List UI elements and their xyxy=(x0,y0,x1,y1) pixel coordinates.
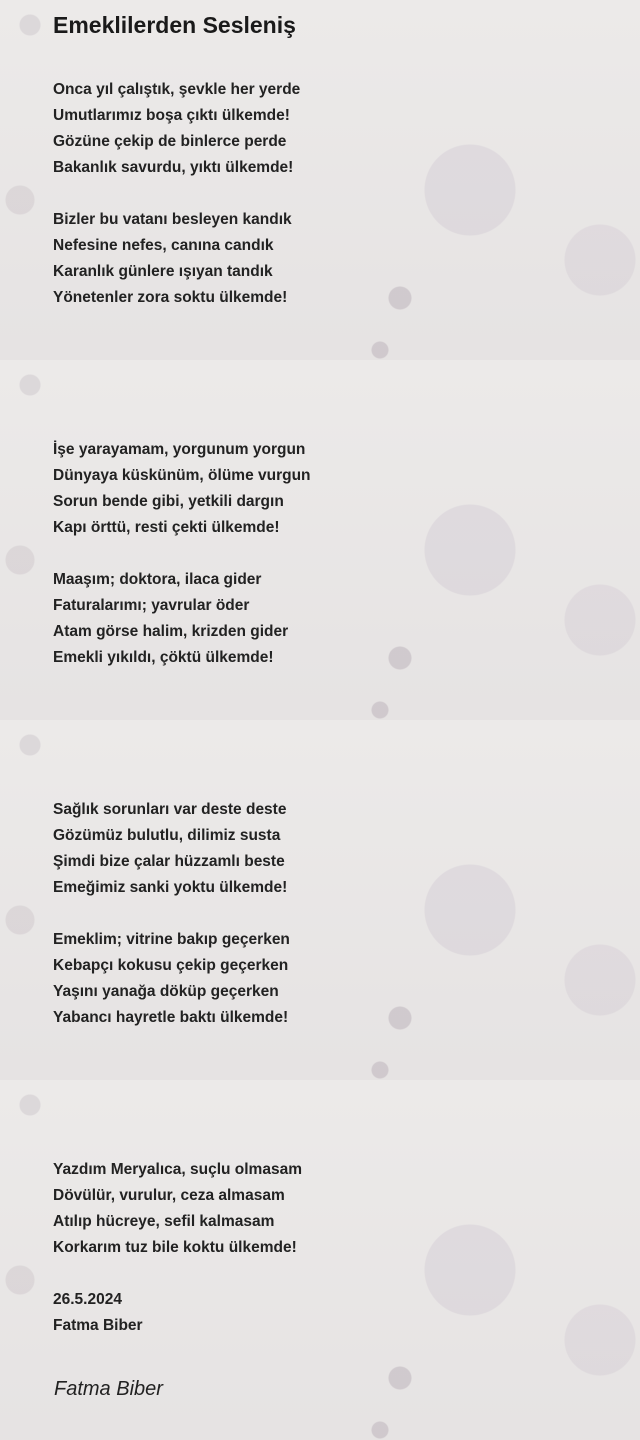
poem-line: Dövülür, vurulur, ceza almasam xyxy=(53,1187,285,1204)
poem-line: Yabancı hayretle baktı ülkemde! xyxy=(53,1009,289,1026)
poem-line: Karanlık günlere ışıyan tandık xyxy=(53,263,273,280)
poem-line: Umutlarımız boşa çıktı ülkemde! xyxy=(53,107,290,124)
poem-footer xyxy=(53,1287,143,1339)
stanza-3 xyxy=(53,437,311,541)
poem-line: Onca yıl çalıştık, şevkle her yerde xyxy=(53,81,301,98)
poem-line: Kapı örttü, resti çekti ülkemde! xyxy=(53,519,280,536)
poem-line: Bizler bu vatanı besleyen kandık xyxy=(53,211,292,228)
poem-line: Maaşım; doktora, ilaca gider xyxy=(53,571,262,588)
poem-line: Şimdi bize çalar hüzzamlı beste xyxy=(53,853,285,870)
poem-line: İşe yarayamam, yorgunum yorgun xyxy=(53,441,306,458)
poem-line: Korkarım tuz bile koktu ülkemde! xyxy=(53,1239,297,1256)
poem-line: Sağlık sorunları var deste deste xyxy=(53,801,287,818)
poem-title: Emeklilerden Sesleniş xyxy=(53,12,296,38)
poem-line: Atam görse halim, krizden gider xyxy=(53,623,289,640)
stanza-7 xyxy=(53,1157,302,1261)
poem-line: Bakanlık savurdu, yıktı ülkemde! xyxy=(53,159,294,176)
author-signature: Fatma Biber xyxy=(54,1378,163,1400)
poem-line: Emeklim; vitrine bakıp geçerken xyxy=(53,931,290,948)
poem-line: Yaşını yanağa döküp geçerken xyxy=(53,983,279,1000)
poem-author: Fatma Biber xyxy=(53,1317,143,1334)
stanza-5 xyxy=(53,797,287,901)
poem-line: Atılıp hücreye, sefil kalmasam xyxy=(53,1213,275,1230)
poem-line: Faturalarımı; yavrular öder xyxy=(53,597,250,614)
poem-line: Gözümüz bulutlu, dilimiz susta xyxy=(53,827,281,844)
poem-line: Emeğimiz sanki yoktu ülkemde! xyxy=(53,879,288,896)
stanza-2 xyxy=(53,207,292,311)
poem-line: Nefesine nefes, canına candık xyxy=(53,237,274,254)
poem-line: Dünyaya küskünüm, ölüme vurgun xyxy=(53,467,311,484)
stanza-1 xyxy=(53,77,300,181)
stanza-4 xyxy=(53,567,288,671)
poem-line: Kebapçı kokusu çekip geçerken xyxy=(53,957,289,974)
poem-line: Gözüne çekip de binlerce perde xyxy=(53,133,287,150)
poem-line: Sorun bende gibi, yetkili dargın xyxy=(53,493,284,510)
poem-line: Yazdım Meryalıca, suçlu olmasam xyxy=(53,1161,302,1178)
poem-date: 26.5.2024 xyxy=(53,1291,122,1308)
stanza-6 xyxy=(53,927,290,1031)
poem-line: Emekli yıkıldı, çöktü ülkemde! xyxy=(53,649,274,666)
poem-line: Yönetenler zora soktu ülkemde! xyxy=(53,289,288,306)
